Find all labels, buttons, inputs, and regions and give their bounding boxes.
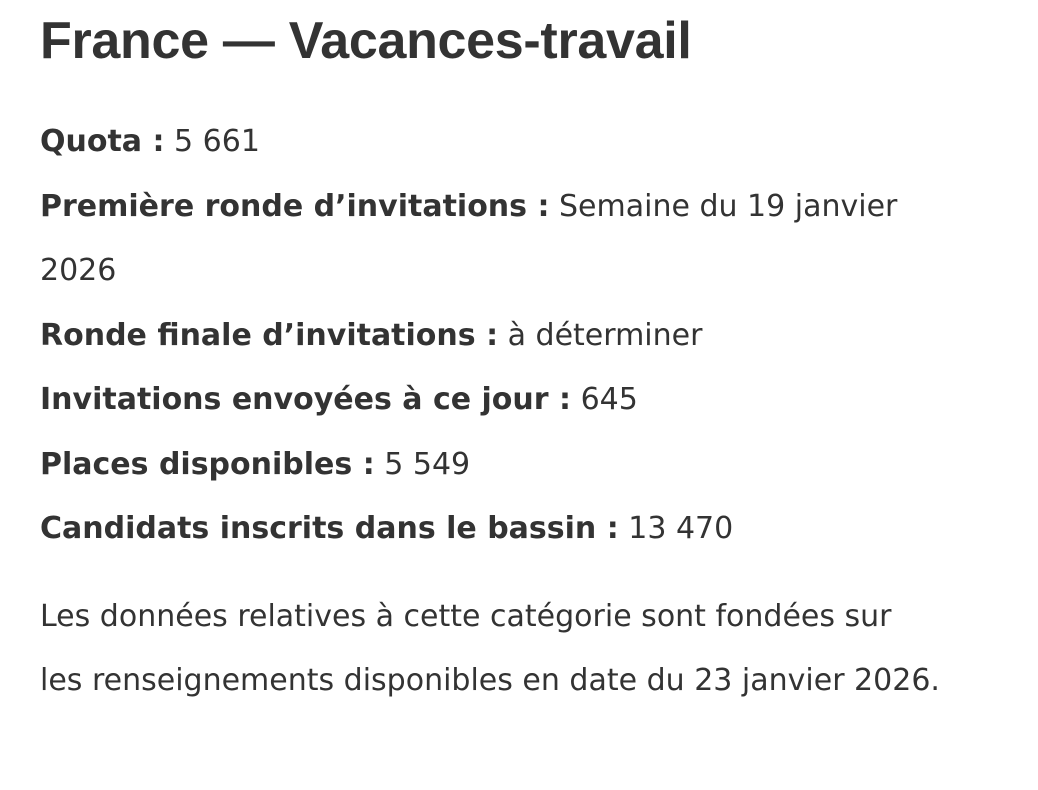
fact-value: 5 549: [384, 446, 471, 482]
page-title: France — Vacances-travail: [40, 12, 692, 70]
fact-value: 13 470: [628, 511, 734, 546]
fact-label: Invitations envoyées à ce jour :: [40, 382, 572, 417]
fact-quota: [40, 110, 940, 175]
fact-value: Semaine du 19 janvier 2026: [40, 188, 898, 288]
facts-list: [40, 110, 940, 562]
fact-label: Première ronde d’invitations :: [40, 188, 550, 224]
data-note: Les données relatives à cette catégorie sont fondées sur les renseignements disponibles en date du 23 janvier 2026.: [40, 598, 940, 698]
fact-first-round: [40, 175, 940, 304]
fact-candidates-in-pool: [40, 497, 940, 562]
fact-final-round: [40, 304, 940, 369]
fact-places-available: [40, 433, 940, 498]
fact-value: à déterminer: [507, 317, 703, 353]
fact-invitations-sent: [40, 368, 940, 433]
fact-label: Ronde finale d’invitations :: [40, 317, 499, 353]
fact-label: Places disponibles :: [40, 446, 375, 482]
fact-label: Quota :: [40, 124, 165, 159]
fact-value: 645: [580, 382, 638, 417]
fact-value: 5 661: [174, 124, 260, 159]
fact-label: Candidats inscrits dans le bassin :: [40, 511, 619, 546]
